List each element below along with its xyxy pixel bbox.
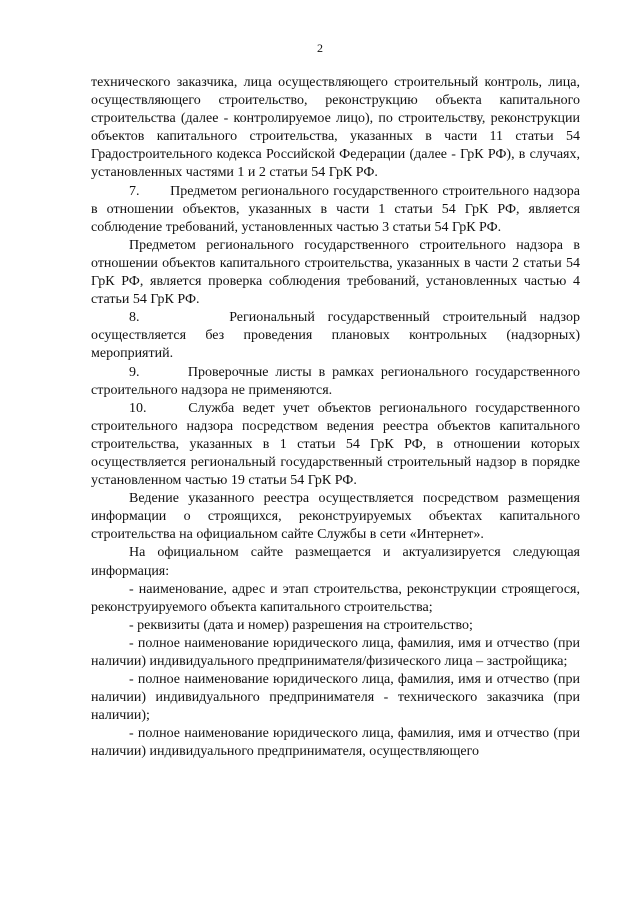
paragraph: Ведение указанного реестра осуществляется посредством размещения информации о строящихся, реконструируемых объектах капитального строительства на официальном сайте Службы в сети «Интернет». (91, 491, 580, 543)
paragraph: 8. Региональный государственный строительный надзор осуществляется без проведения плановых контрольных (надзорных) мероприятий. (91, 310, 580, 362)
paragraph: 9. Проверочные листы в рамках регионального государственного строительного надзора не применяются. (91, 364, 580, 398)
paragraph: На официальном сайте размещается и актуализируется следующая информация: (91, 545, 580, 579)
paragraph: - полное наименование юридического лица, фамилия, имя и отчество (при наличии) индивидуального предпринимателя/физического лица – застройщика; (91, 635, 580, 669)
paragraph: - наименование, адрес и этап строительства, реконструкции строящегося, реконструируемого объекта капитального строительства; (91, 581, 580, 615)
paragraph: - полное наименование юридического лица, фамилия, имя и отчество (при наличии) индивидуального предпринимателя - технического заказчика (при наличии); (91, 672, 580, 724)
paragraph: Предметом регионального государственного строительного надзора в отношении объектов капитального строительства, указанных в части 2 статьи 54 ГрК РФ, является проверка соблюдения требований, установленных частью 4 статьи 54 ГрК РФ. (91, 237, 580, 308)
paragraph: технического заказчика, лица осуществляющего строительный контроль, лица, осуществляющего строительство, реконструкцию объекта капитального строительства (далее - контролируемое лицо), по строительству, реконструкции объектов капитального строительства, указанных в части 11 статьи 54 Градостроительного кодекса Российской Федерации (далее - ГрК РФ), в случаях, установленных частями 1 и 2 статьи 54 ГрК РФ. (91, 75, 580, 181)
paragraph: 7. Предметом регионального государственного строительного надзора в отношении объектов, указанных в части 1 статьи 54 ГрК РФ, является соблюдение требований, установленных частью 3 статьи 54 ГрК РФ. (91, 183, 580, 235)
paragraph: 10. Служба ведет учет объектов регионального государственного строительного надзора посредством ведения реестра объектов капитального строительства, указанных в 1 статьи 54 ГрК РФ, в отношении которых осуществляется региональный государственный строительный надзор в порядке установленном частью 19 статьи 54 ГрК РФ. (91, 400, 580, 489)
paragraph: - полное наименование юридического лица, фамилия, имя и отчество (при наличии) индивидуального предпринимателя, осуществляющего (91, 726, 580, 760)
paragraph: - реквизиты (дата и номер) разрешения на строительство; (129, 617, 473, 633)
document-body (91, 74, 580, 762)
page-number: 2 (317, 41, 323, 55)
